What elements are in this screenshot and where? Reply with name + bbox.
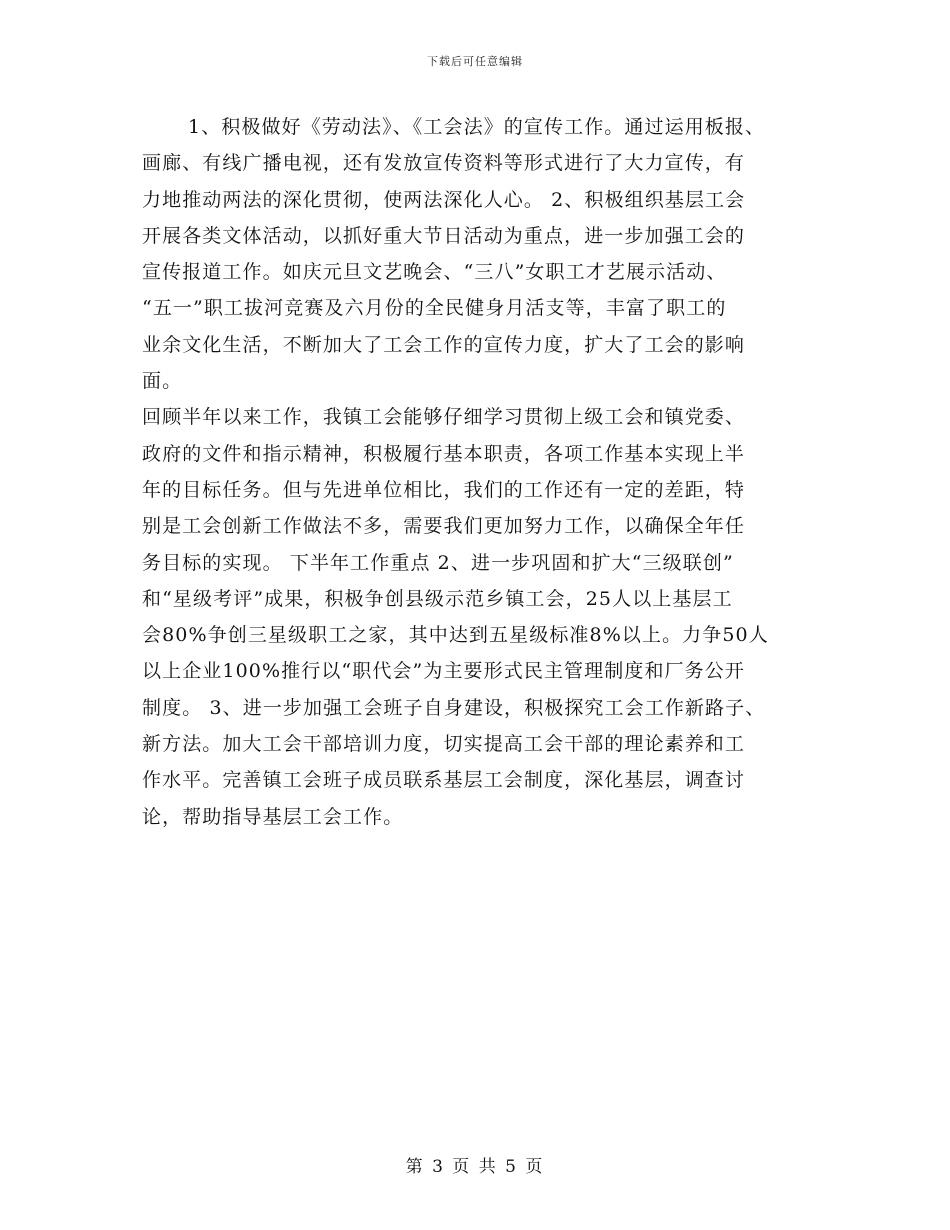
text-line: 力地推动两法的深化贯彻，使两法深化人心。 2、积极组织基层工会 <box>142 188 746 211</box>
text-line: 业余文化生活，不断加大了工会工作的宣传力度，扩大了工会的影响 <box>142 333 746 356</box>
text-line: 1、积极做好《劳动法》、《工会法》的宣传工作。通过运用板报、 <box>188 116 766 138</box>
document-body <box>142 109 822 835</box>
text-line: 会80%争创三星级职工之家，其中达到五星级标准8%以上。力争50人 <box>142 624 769 647</box>
text-line: 制度。 3、进一步加强工会班子自身建设，积极探究工会工作新路子、 <box>142 696 766 719</box>
text-line: 新方法。加大工会干部培训力度，切实提高工会干部的理论素养和工 <box>142 733 746 756</box>
text-line: 宣传报道工作。如庆元旦文艺晚会、“三八”女职工才艺展示活动、 <box>142 261 727 284</box>
text-line: 画廊、有线广播电视，还有发放宣传资料等形式进行了大力宣传，有 <box>142 152 746 175</box>
text-line: 以上企业100%推行以“职代会”为主要形式民主管理制度和厂务公开 <box>142 660 745 683</box>
text-line: “五一”职工拔河竞赛及六月份的全民健身月活支等，丰富了职工的 <box>142 297 727 320</box>
text-line: 和“星级考评”成果，积极争创县级示范乡镇工会，25人以上基层工 <box>142 587 733 610</box>
page-footer: 第 3 页 共 5 页 <box>405 1157 545 1177</box>
text-line: 面。 <box>142 370 183 393</box>
text-line: 作水平。完善镇工会班子成员联系基层工会制度，深化基层，调查讨 <box>142 769 746 792</box>
text-line: 论，帮助指导基层工会工作。 <box>142 805 404 828</box>
text-line: 开展各类文体活动，以抓好重大节日活动为重点，进一步加强工会的 <box>142 224 746 247</box>
text-line: 别是工会创新工作做法不多，需要我们更加努力工作，以确保全年任 <box>142 515 746 538</box>
page-header: 下载后可任意编辑 <box>427 55 523 68</box>
text-line: 年的目标任务。但与先进单位相比，我们的工作还有一定的差距，特 <box>142 478 746 501</box>
text-line: 务目标的实现。 下半年工作重点 2、进一步巩固和扩大“三级联创” <box>142 551 734 574</box>
text-line: 回顾半年以来工作，我镇工会能够仔细学习贯彻上级工会和镇党委、 <box>142 406 746 429</box>
text-line: 政府的文件和指示精神，积极履行基本职责，各项工作基本实现上半 <box>142 442 746 465</box>
